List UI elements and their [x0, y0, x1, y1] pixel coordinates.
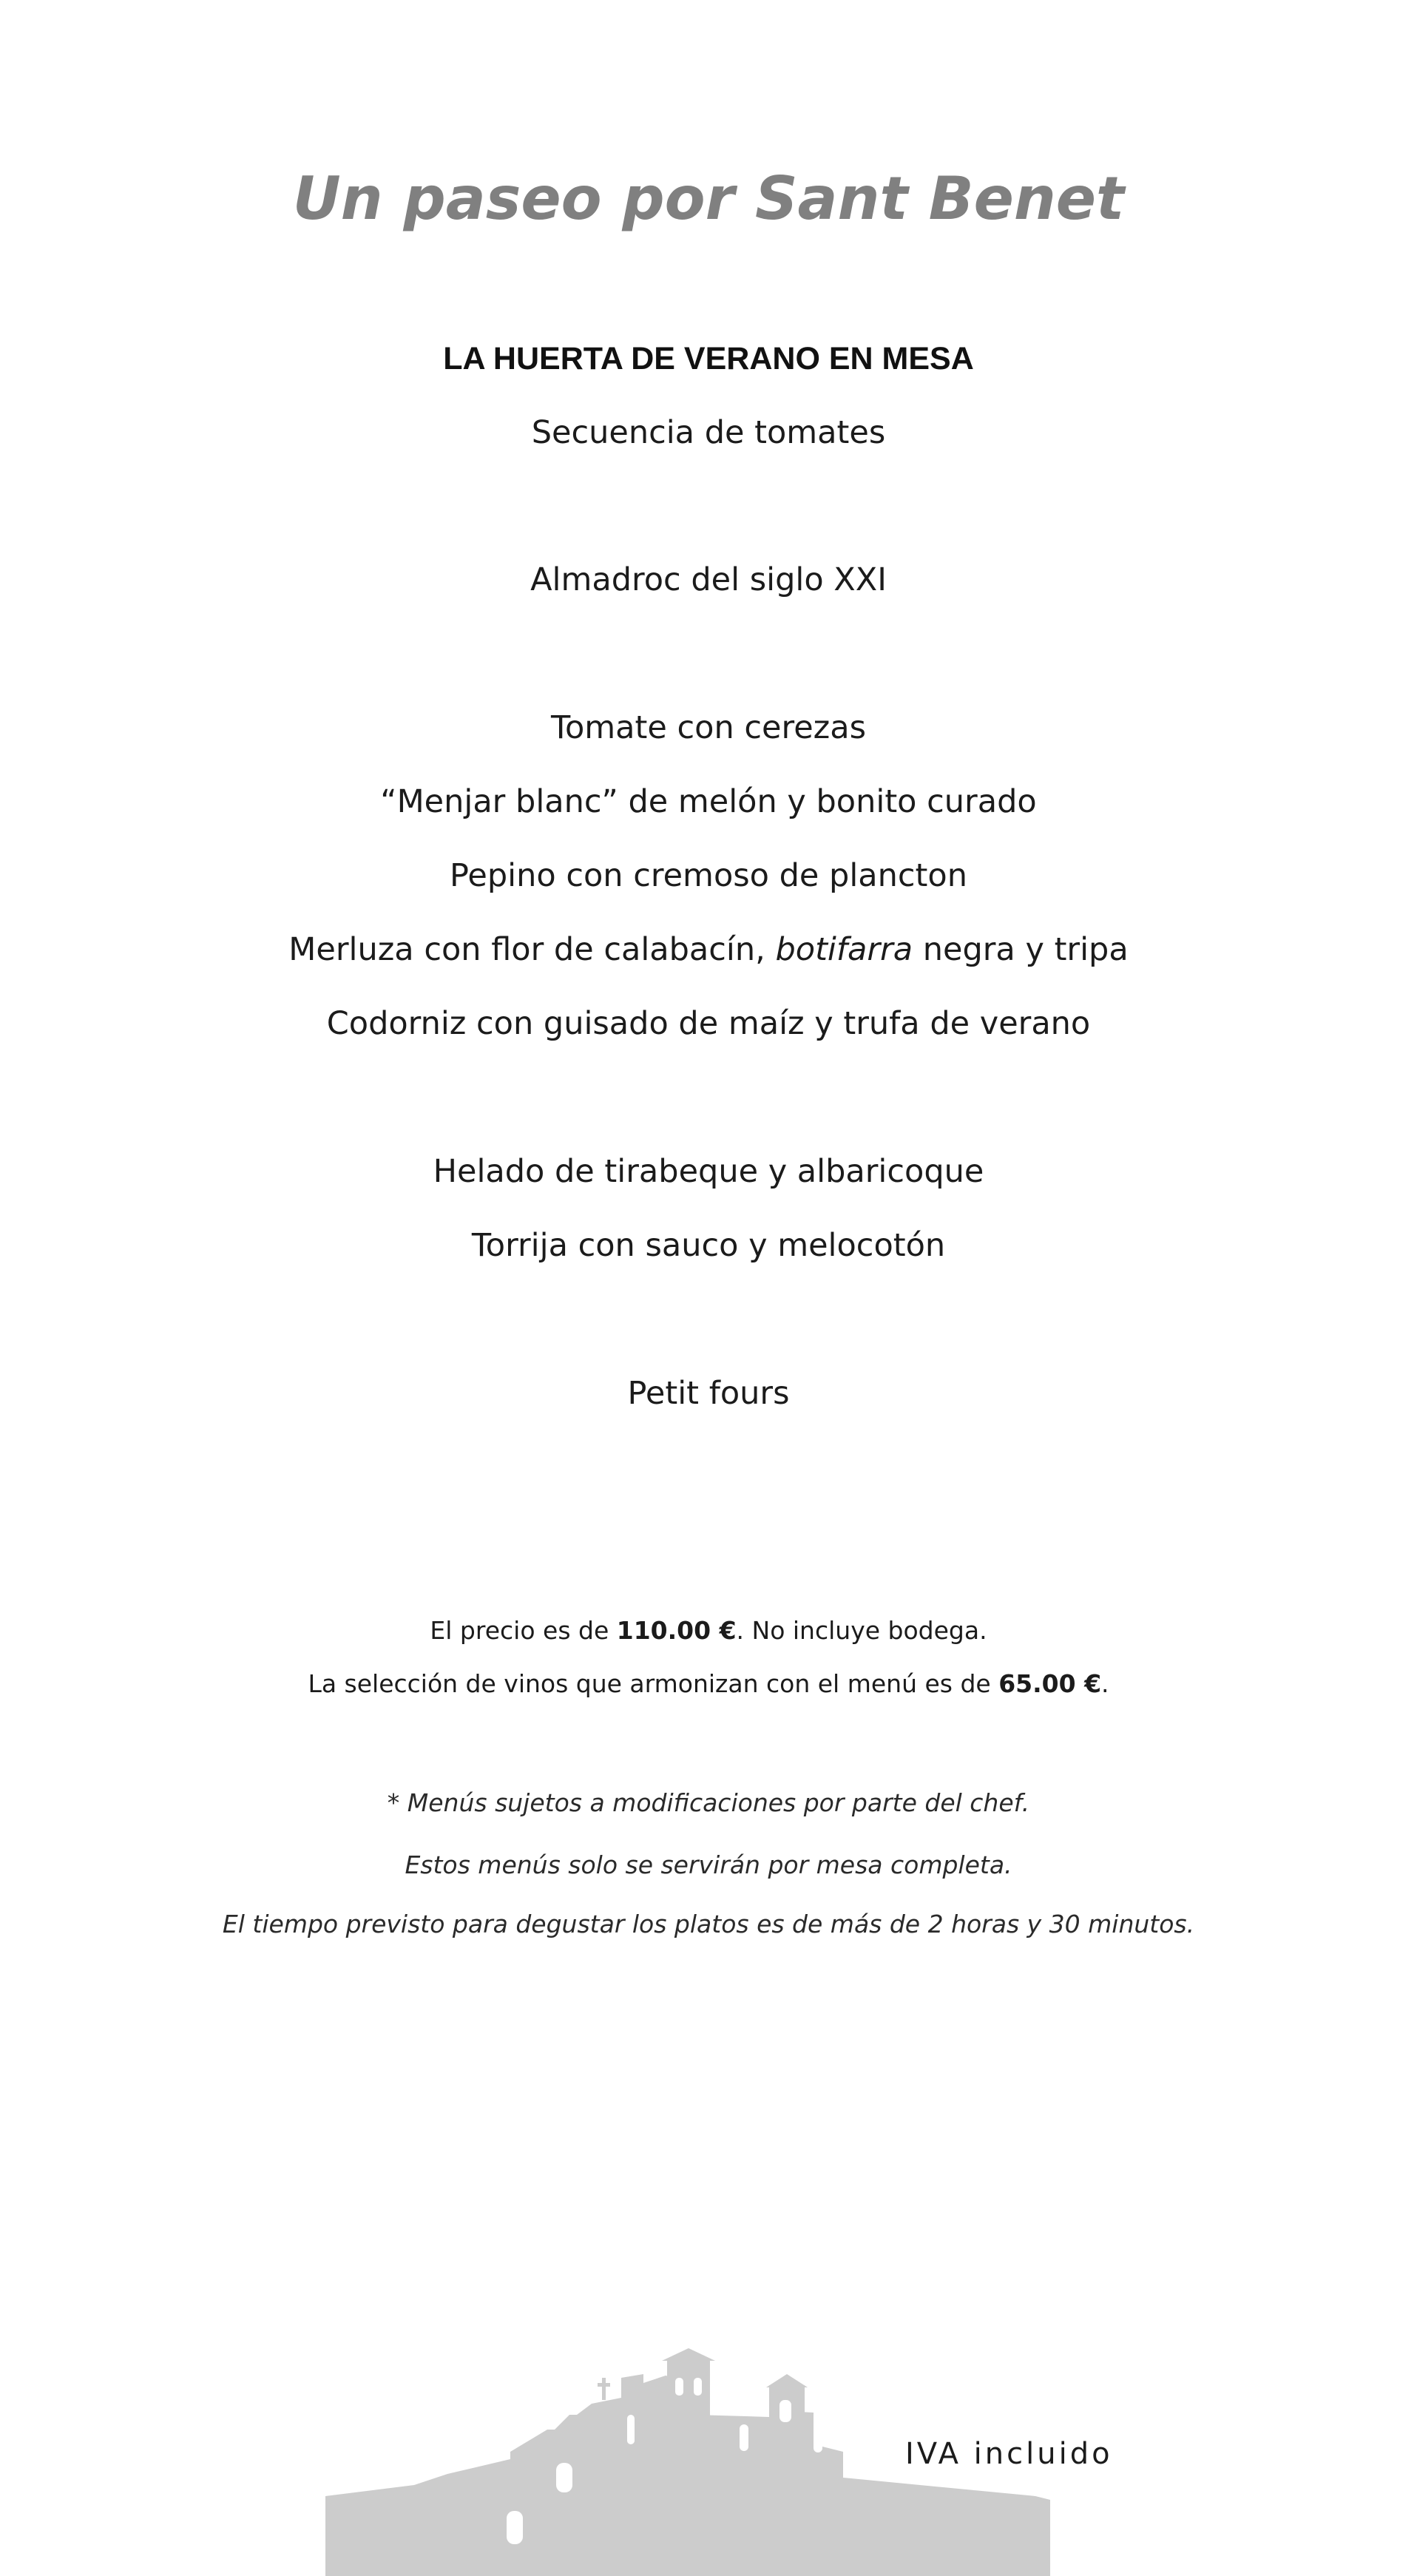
note-line: Estos menús solo se servirán por mesa completa.: [405, 1850, 1012, 1879]
price-text: La selección de vinos que armonizan con el menú es de: [308, 1669, 999, 1698]
note-line: El tiempo previsto para degustar los platos es de más de 2 horas y 30 minutos.: [222, 1910, 1195, 1938]
dish-item: Almadroc del siglo XXI: [530, 561, 887, 598]
dish-item: Secuencia de tomates: [531, 414, 886, 451]
menu-price-line: [0, 1616, 1417, 1645]
menu-title: Un paseo por Sant Benet: [292, 164, 1125, 233]
price-text: .: [1101, 1669, 1109, 1698]
dish-item: Codorniz con guisado de maíz y trufa de verano: [326, 1005, 1091, 1042]
price-text: El precio es de: [430, 1616, 617, 1645]
note-line: * Menús sujetos a modificaciones por parte del chef.: [387, 1788, 1030, 1817]
dish-text-italic: botifarra: [775, 931, 913, 968]
tax-note: IVA incluido: [905, 2437, 1113, 2471]
wine-price-value: 65.00 €: [998, 1669, 1102, 1698]
wine-price-line: [0, 1669, 1417, 1698]
dish-item: Pepino con cremoso de plancton: [450, 857, 967, 894]
dish-item: Petit fours: [627, 1375, 790, 1412]
dish-item: Torrija con sauco y melocotón: [471, 1227, 946, 1264]
dish-text: negra y tripa: [913, 931, 1129, 968]
dish-item: [0, 931, 1417, 968]
section-heading: LA HUERTA DE VERANO EN MESA: [443, 341, 974, 376]
menu-price-value: 110.00 €: [616, 1616, 737, 1645]
dish-item: “Menjar blanc” de melón y bonito curado: [380, 783, 1037, 820]
dish-item: Helado de tirabeque y albaricoque: [433, 1153, 984, 1190]
price-text: . No incluye bodega.: [736, 1616, 987, 1645]
dish-text: Merluza con flor de calabacín,: [288, 931, 776, 968]
dish-item: Tomate con cerezas: [551, 709, 866, 746]
